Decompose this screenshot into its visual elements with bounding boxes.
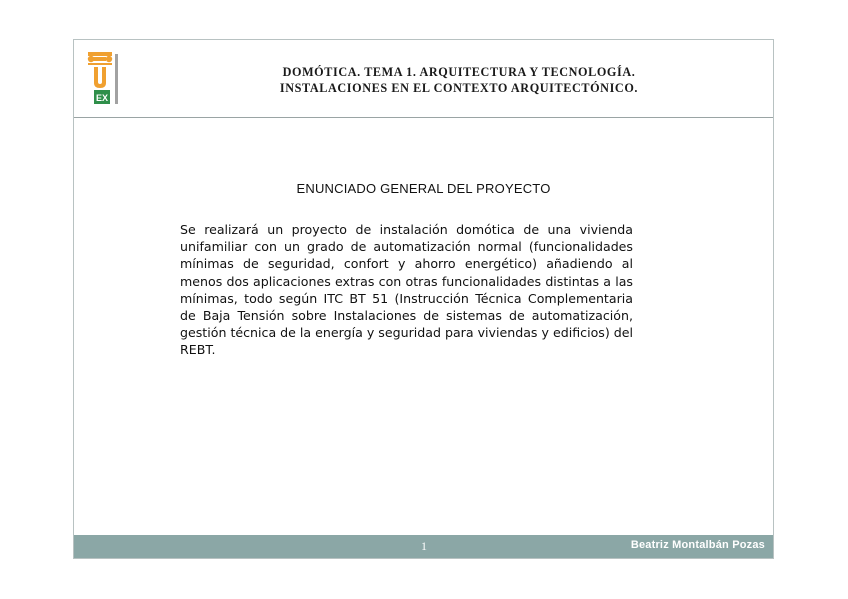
svg-text:EX: EX <box>95 93 109 103</box>
page-number: 1 <box>421 539 427 553</box>
project-statement: Se realizará un proyecto de instalación domótica de una vivienda unifamiliar con un grado de automatización normal (funcionalidades mínimas de seguridad, confort y ahorro energético) añadiendo al menos dos aplicaciones extras con otras funcionalidades distintas a las mínimas, todo según ITC BT 51 (Instrucción Técnica Complementaria de Baja Tensión sobre Instalaciones de sistemas de automatización, gestión técnica de la energía y seguridad para viviendas y edificios) del REBT. <box>180 222 633 358</box>
footer-bar <box>74 535 773 558</box>
slide <box>73 39 774 559</box>
section-title: ENUNCIADO GENERAL DEL PROYECTO <box>296 181 551 196</box>
header-divider <box>74 117 773 118</box>
header-title <box>204 64 714 96</box>
author-name: Beatriz Montalbán Pozas <box>630 539 765 551</box>
header-title-line2: INSTALACIONES EN EL CONTEXTO ARQUITECTÓNICO. <box>279 81 639 95</box>
university-logo <box>86 50 126 110</box>
header-title-line1: DOMÓTICA. TEMA 1. ARQUITECTURA Y TECNOLOGÍA. <box>282 65 636 79</box>
